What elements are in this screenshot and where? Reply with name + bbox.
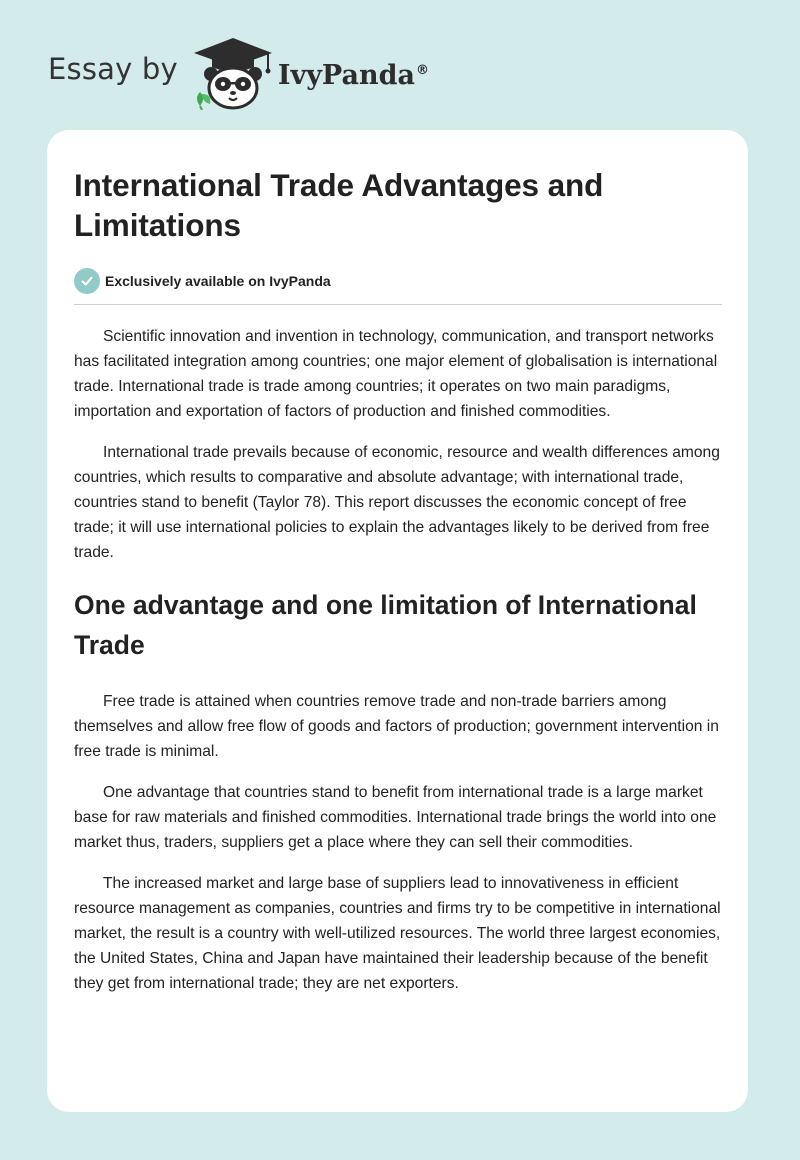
section-heading: One advantage and one limitation of International Trade xyxy=(74,590,697,660)
paragraph: Free trade is attained when countries remove trade and non-trade barriers among themselves and allow free flow of goods and factors of production; government intervention in free trade is minimal. xyxy=(74,693,719,760)
paragraph: International trade prevails because of economic, resource and wealth differences among countries, which results to comparative and absolute advantage; with international trade, countries stand to benefit (Taylor 78). This report discusses the economic concept of free trade; it will use international policies to explain the advantages likely to be derived from free trade. xyxy=(74,444,720,561)
brand-name: IvyPanda® xyxy=(277,59,429,91)
check-icon xyxy=(74,268,100,294)
essay-card xyxy=(47,130,748,1112)
essay-title: International Trade Advantages and Limitations xyxy=(74,167,604,243)
panda-logo-icon xyxy=(190,36,276,110)
paragraph: One advantage that countries stand to benefit from international trade is a large market base for raw materials and finished commodities. International trade brings the world into one market thus, traders, suppliers get a place where they can sell their commodities. xyxy=(74,784,717,851)
brand-prefix: Essay by xyxy=(48,52,178,86)
paragraph: The increased market and large base of suppliers lead to innovativeness in efficient resource management as companies, countries and firms try to be competitive in international market, the result is a country with well-utilized resources. The world three largest economies, the United States, China and Japan have maintained their leadership because of the benefit they get from international trade; they are net exporters. xyxy=(74,875,721,992)
registered-mark: ® xyxy=(415,62,429,78)
paragraph: Scientific innovation and invention in technology, communication, and transport networks has facilitated integration among countries; one major element of globalisation is international trade. International trade is trade among countries; it operates on two main paradigms, importation and exportation of factors of production and finished commodities. xyxy=(74,328,718,420)
exclusive-label: Exclusively available on IvyPanda xyxy=(105,273,331,289)
exclusive-badge xyxy=(74,268,722,294)
site-brand[interactable] xyxy=(48,36,429,110)
title-divider xyxy=(74,304,722,305)
